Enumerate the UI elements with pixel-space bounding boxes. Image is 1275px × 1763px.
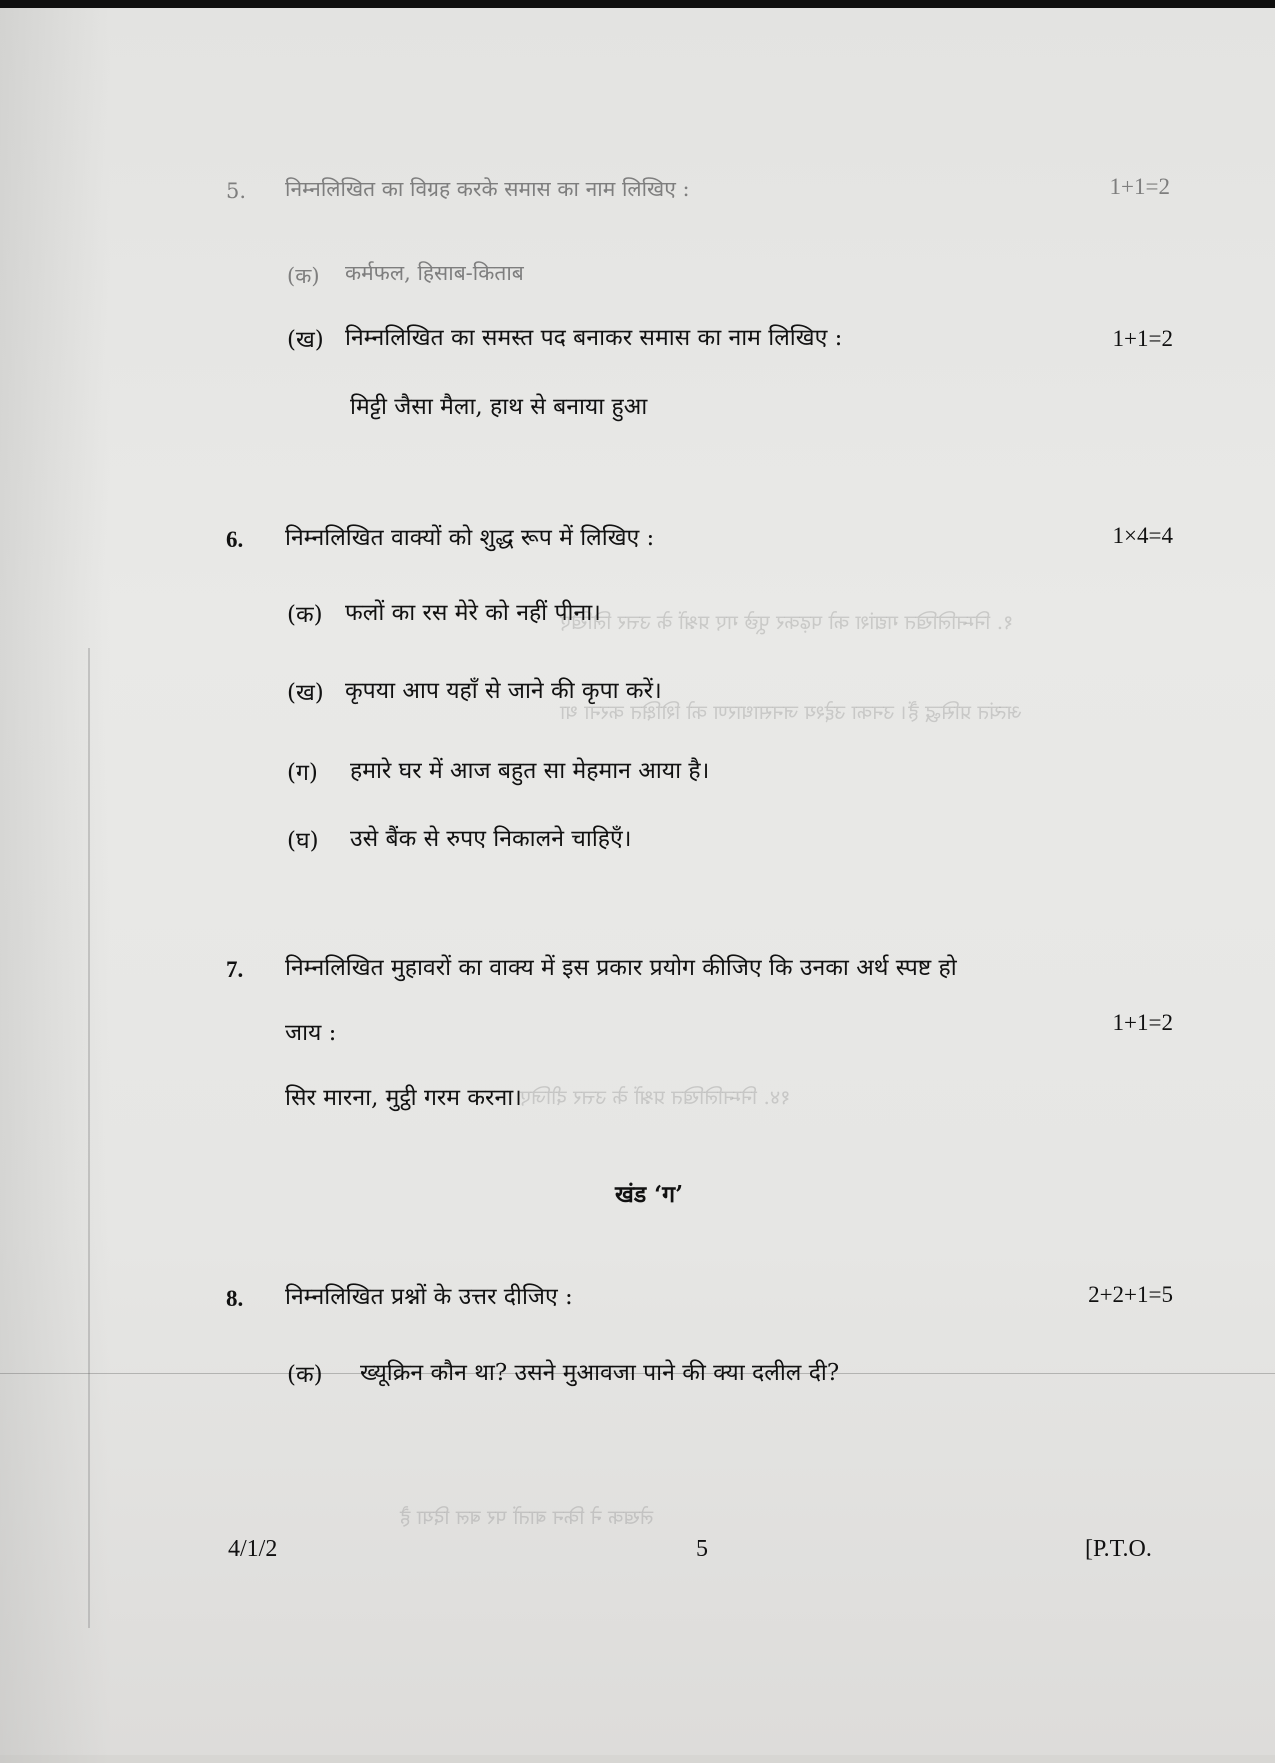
- question-8a-label: (क): [287, 1362, 323, 1388]
- question-7-marks: 1+1=2: [1112, 1010, 1173, 1035]
- question-6b-text: कृपया आप यहाँ से जाने की कृपा करें।: [345, 678, 662, 704]
- exam-page: [0, 8, 1275, 1755]
- question-6-number: 6.: [226, 527, 244, 552]
- question-8-number: 8.: [226, 1286, 244, 1311]
- page-number: 5: [696, 1536, 708, 1562]
- question-5-number: 5.: [226, 179, 247, 203]
- question-5b-text: निम्नलिखित का समस्त पद बनाकर समास का नाम लिखिए :: [345, 325, 843, 351]
- question-6d-label: (घ): [287, 828, 319, 854]
- question-8-marks: 2+2+1=5: [1088, 1282, 1173, 1307]
- question-5a-text: कर्मफल, हिसाब-किताब: [345, 261, 524, 285]
- bleed-through-text: अत्यंत प्रसिद्ध हैं। उनका उद्देश्य जनसाधारण को शिक्षित करना था: [560, 700, 1022, 724]
- section-heading: खंड ‘ग’: [615, 1181, 684, 1208]
- question-5-marks: 1+1=2: [1109, 174, 1170, 199]
- question-7-items: सिर मारना, मुट्ठी गरम करना।: [285, 1085, 522, 1111]
- bleed-through-text: १. निम्नलिखित गद्यांश को पढ़कर पूछे गए प्रश्नों के उत्तर लिखिए: [560, 610, 1014, 634]
- scan-shadow: [0, 8, 110, 1763]
- question-6a-text: फलों का रस मेरे को नहीं पीना।: [345, 600, 601, 626]
- question-6b-label: (ख): [287, 680, 324, 706]
- question-6-text: निम्नलिखित वाक्यों को शुद्ध रूप में लिखिए :: [285, 525, 655, 551]
- please-turn-over: [P.T.O.: [1085, 1536, 1152, 1562]
- scan-top-edge: [0, 0, 1275, 8]
- question-5a-label: (क): [287, 264, 320, 288]
- bleed-through-text: लेखक ने किन बातों पर बल दिया है: [400, 1505, 654, 1529]
- question-7-text-line1: निम्नलिखित मुहावरों का वाक्य में इस प्रकार प्रयोग कीजिए कि उनका अर्थ स्पष्ट हो: [285, 955, 957, 981]
- question-8a-text: ख्यूक्रिन कौन था? उसने मुआवजा पाने की क्या दलील दी?: [360, 1360, 840, 1386]
- question-8-text: निम्नलिखित प्रश्नों के उत्तर दीजिए :: [285, 1284, 573, 1310]
- question-5b-items: मिट्टी जैसा मैला, हाथ से बनाया हुआ: [350, 394, 648, 420]
- question-5b-label: (ख): [287, 327, 324, 353]
- question-6c-text: हमारे घर में आज बहुत सा मेहमान आया है।: [350, 758, 710, 784]
- question-6d-text: उसे बैंक से रुपए निकालने चाहिएँ।: [350, 826, 632, 852]
- question-6c-label: (ग): [287, 760, 318, 786]
- paper-code: 4/1/2: [228, 1536, 278, 1562]
- question-7-number: 7.: [226, 957, 244, 982]
- question-5-text: निम्नलिखित का विग्रह करके समास का नाम लिखिए :: [285, 177, 690, 201]
- question-6-marks: 1×4=4: [1112, 523, 1173, 548]
- question-7-text-line2: जाय :: [285, 1020, 337, 1046]
- question-5b-marks: 1+1=2: [1112, 326, 1173, 351]
- bleed-through-text: १४. निम्नलिखित प्रश्नों के उत्तर दीजिए: [520, 1085, 791, 1109]
- question-6a-label: (क): [287, 602, 323, 628]
- binding-mark: [88, 648, 90, 1628]
